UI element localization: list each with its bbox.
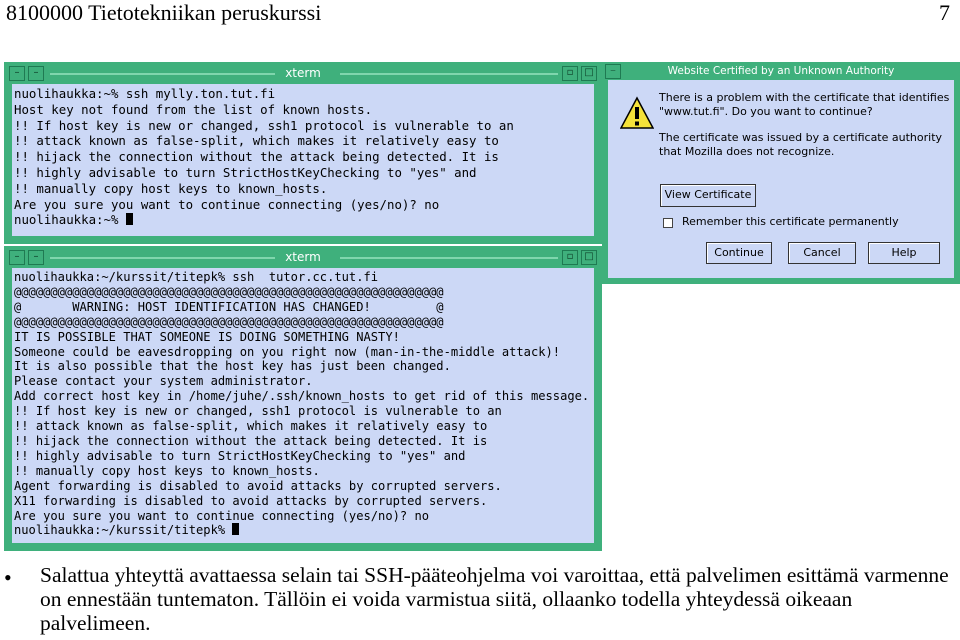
- terminal-line: nuolihaukka:~%: [14, 212, 592, 228]
- terminal-line: !! hijack the connection without the attack being detected. It is: [14, 149, 499, 165]
- minimize-icon[interactable]: –: [28, 66, 44, 81]
- terminal-line: Are you sure you want to continue connecting (yes/no)? no: [14, 508, 430, 523]
- terminal-line: !! attack known as false-split, which makes it relatively easy to: [14, 133, 499, 149]
- dialog-message-1-line-2: "www.tut.fi". Do you want to continue?: [659, 105, 873, 118]
- help-button[interactable]: Help: [868, 242, 940, 264]
- maximize-icon[interactable]: □: [581, 250, 597, 265]
- window-menu-icon[interactable]: –: [9, 66, 25, 81]
- terminal-output[interactable]: [12, 84, 594, 236]
- dialog-message-2-line-1: The certificate was issued by a certificate authority: [659, 131, 943, 144]
- dialog-message-1-line-1: There is a problem with the certificate that identifies: [659, 91, 950, 104]
- xterm-title: xterm: [285, 250, 321, 264]
- warning-icon: [620, 96, 654, 130]
- terminal-output[interactable]: [12, 268, 594, 543]
- terminal-line: It is also possible that the host key has just been changed.: [14, 359, 451, 374]
- terminal-line: Please contact your system administrator.: [14, 374, 313, 389]
- terminal-line: Host key not found from the list of known hosts.: [14, 101, 373, 117]
- xterm-titlebar[interactable]: [6, 248, 600, 268]
- view-certificate-button[interactable]: View Certificate: [660, 184, 756, 207]
- caption-text: Salattua yhteyttä avattaessa selain tai SSH-pääteohjelma voi varoittaa, että palvelimen esittämä varmenne on ennestään tuntematon. Tällöin ei voida varmistua siitä, ollaanko todella yhteydessä oikeaan palvelimeen.: [40, 563, 949, 635]
- xterm-window-1[interactable]: [4, 62, 602, 244]
- terminal-line: !! manually copy host keys to known_hosts.: [14, 463, 320, 478]
- window-menu-icon[interactable]: –: [9, 250, 25, 265]
- terminal-line: @ WARNING: HOST IDENTIFICATION HAS CHANGED! @: [14, 299, 444, 314]
- xterm-title: xterm: [285, 66, 321, 80]
- terminal-line: Are you sure you want to continue connecting (yes/no)? no: [14, 196, 440, 212]
- terminal-line: !! hijack the connection without the attack being detected. It is: [14, 433, 488, 448]
- terminal-line: nuolihaukka:~/kurssit/titepk% ssh tutor.cc.tut.fi: [14, 270, 379, 284]
- certificate-dialog[interactable]: [602, 62, 960, 284]
- terminal-line: @@@@@@@@@@@@@@@@@@@@@@@@@@@@@@@@@@@@@@@@@@@@@@@@@@@@@@@@@@@: [14, 284, 444, 299]
- dialog-message-2-line-2: that Mozilla does not recognize.: [659, 145, 835, 158]
- terminal-line: Agent forwarding is disabled to avoid attacks by corrupted servers.: [14, 478, 502, 493]
- continue-button[interactable]: Continue: [706, 242, 772, 264]
- terminal-line: !! If host key is new or changed, ssh1 protocol is vulnerable to an: [14, 117, 514, 133]
- slide-title: 8100000 Tietotekniikan peruskurssi: [6, 0, 322, 25]
- cursor: [126, 213, 133, 225]
- remember-certificate-checkbox[interactable]: [663, 218, 673, 228]
- terminal-line: !! highly advisable to turn StrictHostKeyChecking to "yes" and: [14, 164, 477, 180]
- terminal-line: !! highly advisable to turn StrictHostKeyChecking to "yes" and: [14, 448, 466, 463]
- terminal-line: nuolihaukka:~/kurssit/titepk%: [14, 523, 592, 538]
- dialog-body: [608, 80, 954, 278]
- xterm-window-2[interactable]: [4, 246, 602, 551]
- cancel-button[interactable]: Cancel: [788, 242, 856, 264]
- iconify-icon[interactable]: ▫: [562, 250, 578, 265]
- terminal-line: !! If host key is new or changed, ssh1 protocol is vulnerable to an: [14, 404, 502, 419]
- maximize-icon[interactable]: □: [581, 66, 597, 81]
- dialog-titlebar[interactable]: [602, 62, 960, 80]
- terminal-line: Add correct host key in /home/juhe/.ssh/known_hosts to get rid of this message.: [14, 389, 590, 404]
- cursor: [232, 523, 239, 535]
- terminal-line: Someone could be eavesdropping on you right now (man-in-the-middle attack)!: [14, 344, 561, 359]
- dialog-title: Website Certified by an Unknown Authority: [667, 65, 895, 77]
- window-menu-icon[interactable]: –: [605, 64, 621, 79]
- terminal-line: nuolihaukka:~% ssh mylly.ton.tut.fi: [14, 86, 276, 101]
- terminal-line: !! attack known as false-split, which makes it relatively easy to: [14, 419, 488, 434]
- terminal-line: @@@@@@@@@@@@@@@@@@@@@@@@@@@@@@@@@@@@@@@@@@@@@@@@@@@@@@@@@@@: [14, 314, 444, 329]
- terminal-line: !! manually copy host keys to known_hosts.: [14, 180, 328, 196]
- terminal-line: IT IS POSSIBLE THAT SOMEONE IS DOING SOMETHING NASTY!: [14, 329, 400, 344]
- terminal-line: X11 forwarding is disabled to avoid attacks by corrupted servers.: [14, 493, 488, 508]
- minimize-icon[interactable]: –: [28, 250, 44, 265]
- iconify-icon[interactable]: ▫: [562, 66, 578, 81]
- bullet-point: •: [4, 565, 12, 590]
- page-number: 7: [939, 0, 950, 25]
- remember-certificate-label[interactable]: Remember this certificate permanently: [682, 215, 899, 228]
- xterm-titlebar[interactable]: [6, 64, 600, 84]
